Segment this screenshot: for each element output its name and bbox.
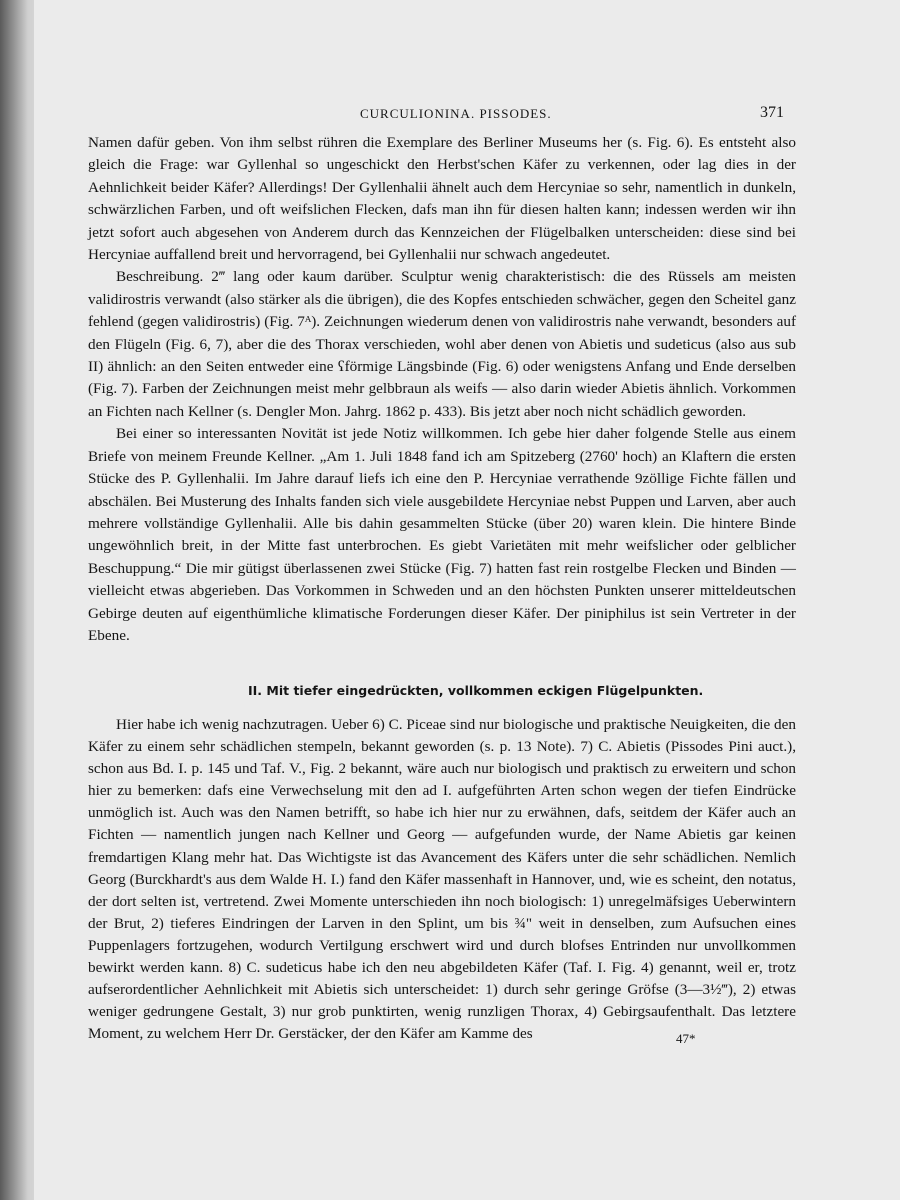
signature-mark: 47* xyxy=(676,1031,696,1046)
section-paragraph: Hier habe ich wenig nachzutragen. Ueber 6) C. Piceae sind nur biologische und praktische Neuigkeiten, die den Käfer zu einem sehr schädlichen stempeln, bekannt geworden (s. p. 13 Note). 7) C. Abietis (Pissodes Pini auct.), schon aus Bd. I. p. 145 und Taf. V., Fig. 2 bekannt, wäre auch nur biologisch und praktisch zu erweitern und schon hier zu bemerken: dafs eine Verwechselung mit den ad I. aufgeführten Arten schon wegen der tiefen Eindrücke unmöglich ist. Auch was den Namen betrifft, so habe ich hier nur zu erwähnen, dafs, seitdem der Käfer auch an Fichten — namentlich jungen nach Kellner und Georg — aufgefunden wurde, der Name Abietis gar keinen fremdartigen Klang mehr hat. Das Wichtigste ist das Avancement des Käfers unter die sehr schädlichen. Nemlich Georg (Burckhardt's aus dem Walde H. I.) fand den Käfer massenhaft in Hannover, und, wie es scheint, den notatus, der dort selten ist, vertretend. Zwei Momente unterschieden ihn noch biologisch: 1) unregelmäfsiges Ueberwintern der Brut, 2) tieferes Eindringen der Larven in den Splint, um bis ¾" weit in denselben, zum Aufsuchen eines Puppenlagers fortzugehen, wodurch Vertilgung erschwert wird und durch blofses Entrinden nur unvollkommen bewirkt werden kann. 8) C. sudeticus habe ich den neu abgebildeten Käfer (Taf. I. Fig. 4) genannt, weil er, trotz aufserordentlicher Aehnlichkeit mit Abietis sich unterscheidet: 1) durch sehr geringe Gröfse (3—3½‴), 2) etwas weniger gedrungene Gestalt, 3) nur grob punktirten, wenig runzligen Thorax, 4) Gebirgsaufenthalt. Das letztere Moment, zu welchem Herr Dr. Gerstäcker, der den Käfer am Kamme des xyxy=(88,716,796,1043)
section-heading: II. Mit tiefer eingedrückten, vollkommen eckigen Flügelpunkten. xyxy=(248,683,704,698)
page-number: 371 xyxy=(760,104,784,121)
body-text-section-2 xyxy=(88,714,796,1045)
paragraph-1: Namen dafür geben. Von ihm selbst rühren die Exemplare des Berliner Museums her (s. Fig. 6). Es entsteht also gleich die Frage: war Gyllenhal so ungeschickt den Herbst'schen Käfer zu verkennen, oder lag dies in der Aehnlichkeit beider Käfer? Allerdings! Der Gyllenhalii ähnelt auch dem Hercyniae so sehr, namentlich in dunkeln, schwärzlichen Farben, und oft weifslichen Flecken, dafs man ihn für diesen halten kann; indessen werden wir ihn jetzt sofort auch abgesehen von Anderem durch das Kennzeichen der Flügelbalken unterscheiden: diese sind bei Hercyniae auffallend breit und hervorragend, bei Gyllenhalii nur schwach angedeutet. xyxy=(88,134,796,264)
paragraph-3: Bei einer so interessanten Novität ist jede Notiz willkommen. Ich gebe hier daher folgende Stelle aus einem Briefe von meinem Freunde Kellner. „Am 1. Juli 1848 fand ich am Spitzeberg (2760' hoch) an Klaftern die ersten Stücke des P. Gyllenhalii. Im Jahre darauf liefs ich eine den P. Hercyniae verrathende 9zöllige Fichte fällen und abschälen. Bei Musterung des Inhalts fanden sich viele ausgebildete Hercyniae nebst Puppen und Larven, aber auch mehrere vollständige Gyllenhalii. Alle bis dahin gesammelten Stücke (über 20) waren klein. Die hintere Binde ungewöhnlich breit, in der Mitte fast unterbrochen. Es giebt Varietäten mit mehr weifslicher oder gelblicher Beschuppung.“ Die mir gütigst überlassenen zwei Stücke (Fig. 7) hatten fast rein rostgelbe Flecken und Binden — vielleicht etwas abgerieben. Das Vorkommen in Schweden und an den höchsten Punkten unserer mitteldeutschen Gebirge deuten auf eigenthümliche klimatische Forderungen dieser Käfer. Der piniphilus ist sein Vertreter in der Ebene. xyxy=(88,425,796,644)
paragraph-2: Beschreibung. 2‴ lang oder kaum darüber. Sculptur wenig charakteristisch: die des Rüssels am meisten validirostris verwandt (also stärker als die übrigen), die des Kopfes entschieden schwächer, gegen den Scheitel ganz fehlend (gegen validirostris) (Fig. 7ᴬ). Zeichnungen wiederum denen von validirostris nahe verwandt, besonders auf den Flügeln (Fig. 6, 7), aber die des Thorax verschieden, wohl aber denen von Abietis und sudeticus (also aus sub II) ähnlich: an den Seiten entweder eine ʕförmige Längsbinde (Fig. 6) oder wenigstens Anfang und Ende derselben (Fig. 7). Farben der Zeichnungen meist mehr gelbbraun als weifs — also darin wieder Abietis ähnlich. Vorkommen an Fichten nach Kellner (s. Dengler Mon. Jahrg. 1862 p. 433). Bis jetzt aber noch nicht schädlich geworden. xyxy=(88,268,796,420)
page-header xyxy=(0,104,900,124)
running-title: CURCULIONINA. PISSODES. xyxy=(360,106,552,121)
body-text-section-1 xyxy=(88,132,796,647)
